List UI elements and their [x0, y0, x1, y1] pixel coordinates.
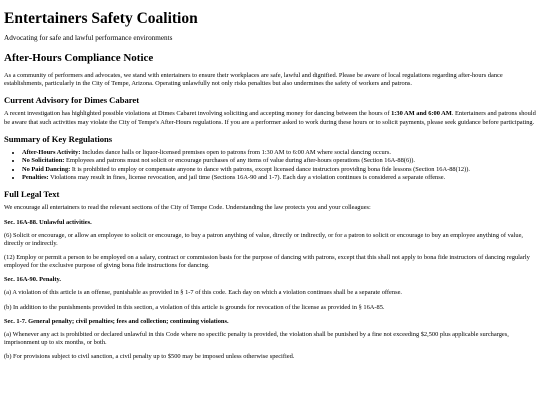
advisory-text-before: A recent investigation has highlighted possible violations at Dimes Cabaret involving soliciting and accepting money for dancing between the hours of [4, 110, 392, 118]
list-item [22, 157, 536, 165]
list-item-label: No Solicitation: [22, 157, 65, 165]
list-item [22, 149, 536, 157]
advisory-text [4, 110, 536, 126]
site-tagline: Advocating for safe and lawful performance environments [4, 34, 173, 42]
section-heading: Sec. 16A-88. Unlawful activities. [4, 218, 92, 226]
notice-intro: As a community of performers and advocates, we stand with entertainers to ensure their workplaces are safe, lawful and dignified. Please be aware of local regulations regarding after-hours dance establishments, particularly in the City of Tempe, Arizona. Operating unlawfully not only risks penalties but also undermines the safety of workers and patrons. [4, 72, 503, 88]
legal-title: Full Legal Text [4, 189, 60, 200]
list-item-label: No Paid Dancing: [22, 165, 71, 173]
list-item [22, 166, 536, 174]
summary-title: Summary of Key Regulations [4, 133, 113, 144]
legal-section-16a-90 [4, 276, 536, 311]
section-paragraph: (12) Employ or permit a person to be employed on a salary, contract or commission basis for the purpose of dancing with patrons, except that this shall not apply to bona fide instructors of dancing regularly employed for the exclusive purpose of giving bona fide instructions for dancing. [4, 254, 530, 270]
section-heading: Sec. 16A-90. Penalty. [4, 276, 61, 284]
list-item [22, 174, 536, 182]
section-paragraph: (a) A violation of this article is an offense, punishable as provided in § 1-7 of this code. Each day on which a violation continues shall be a separate offense. [4, 289, 403, 297]
advisory-title: Current Advisory for Dimes Cabaret [4, 95, 140, 106]
advisory-text-after: . Entertainers and patrons should be aware that such activities may violate the City of Tempe's After-Hours regulations. If you are a performer asked to work during these hours or to solicit payments, please seek guidance before participating. [4, 110, 536, 126]
notice-title: After-Hours Compliance Notice [4, 52, 154, 64]
list-item-text: Employees and patrons must not solicit or encourage purchases of any items of value during after-hours operations (Section 16A-88(6)). [64, 157, 415, 165]
summary-list [4, 149, 536, 183]
list-item-text: Violations may result in fines, license revocation, and jail time (Sections 16A-90 and 1-7). Each day a violation continues is considered a separate offense. [48, 174, 446, 182]
list-item-text: Includes dance halls or liquor-licensed premises open to patrons from 1:30 AM to 6:00 AM where social dancing occurs. [80, 148, 391, 156]
section-heading: Sec. 1-7. General penalty; civil penalties; fees and collection; continuing violations. [4, 317, 229, 325]
legal-section-1-7 [4, 318, 536, 362]
legal-section-16a-88 [4, 219, 536, 271]
site-title: Entertainers Safety Coalition [4, 10, 198, 27]
section-paragraph: (a) Whenever any act is prohibited or declared unlawful in this Code where no specific penalty is provided, the violation shall be punished by a fine not exceeding $2,500 plus applicable surcharges, imprisonment up to six months, or both. [4, 330, 509, 347]
advisory-hours: 1:30 AM and 6:00 AM [391, 110, 452, 118]
section-paragraph: (b) For provisions subject to civil sanction, a civil penalty up to $500 may be imposed unless otherwise specified. [4, 353, 295, 361]
list-item-label: After-Hours Activity: [22, 148, 81, 156]
section-paragraph: (6) Solicit or encourage, or allow an employee to solicit or encourage, to buy a patron anything of value, directly or indirectly, or for a patron to solicit or encourage to buy an employee anything of value, directly or indirectly. [4, 231, 524, 247]
legal-intro: We encourage all entertainers to read the relevant sections of the City of Tempe Code. Understanding the law protects you and your colleagues: [4, 204, 371, 212]
list-item-label: Penalties: [22, 174, 49, 182]
list-item-text: It is prohibited to employ or compensate anyone to dance with patrons, except licensed dance instructors providing bona fide lessons (Section 16A-88(12)). [70, 165, 470, 173]
section-paragraph: (b) In addition to the punishments provided in this section, a violation of this article is grounds for revocation of the license as provided in § 16A-85. [4, 303, 385, 311]
